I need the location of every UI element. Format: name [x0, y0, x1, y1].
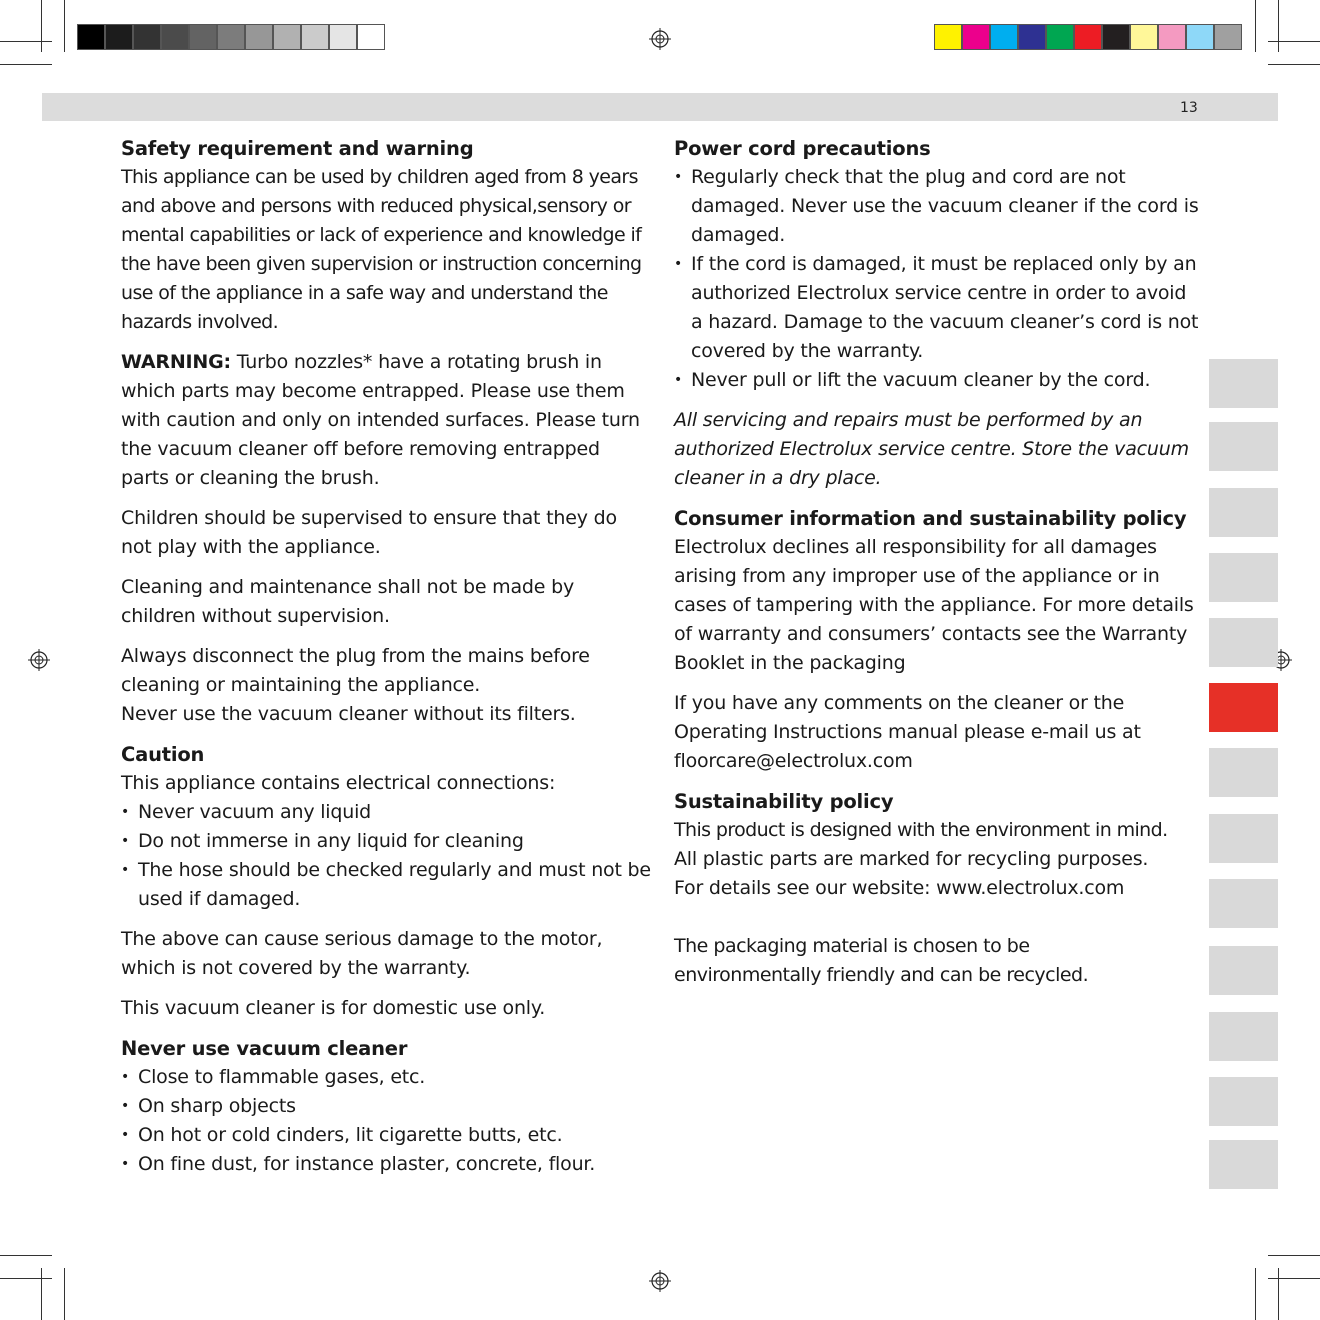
color-swatch [1130, 24, 1158, 50]
side-tab[interactable] [1209, 879, 1278, 928]
color-swatch [133, 24, 161, 50]
caution-heading: Caution [121, 743, 205, 766]
crop-mark [64, 0, 65, 52]
color-swatch [1102, 24, 1130, 50]
crop-mark [1255, 0, 1256, 52]
sustainability-heading: Sustainability policy [674, 790, 894, 813]
email-link[interactable]: floorcare@electrolux.com [674, 750, 913, 772]
crop-mark [64, 1268, 65, 1320]
registration-mark-icon [649, 28, 671, 50]
color-swatch [217, 24, 245, 50]
disconnect-plug: Always disconnect the plug from the mains before cleaning or maintaining the appliance. [121, 645, 590, 696]
color-swatch [77, 24, 105, 50]
warning-text: Turbo nozzles* have a rotating brush in which parts may become entrapped. Please use them with caution and only on intended surfaces. Please turn the vacuum cleaner off before removing entrapped parts or cleaning the brush. [121, 351, 640, 489]
crop-mark [1268, 1278, 1320, 1279]
caution-list [121, 798, 651, 914]
side-tab[interactable] [1209, 814, 1278, 863]
list-item: • Do not immerse in any liquid for cleaning [121, 827, 651, 856]
registration-mark-icon [649, 1270, 671, 1292]
page-number: 13 [1180, 100, 1198, 116]
servicing-note: All servicing and repairs must be performed by an authorized Electrolux service centre. Store the vacuum cleaner in a dry place. [674, 409, 1189, 489]
safety-text: This appliance can be used by children aged from 8 years and above and persons with reduced physical,sensory or mental capabilities or lack of experience and knowledge if the have been given supervision or instruction concerning use of the appliance in a safe way and understand the hazards involved. [121, 166, 642, 333]
list-item: • The hose should be checked regularly and must not be used if damaged. [121, 856, 651, 914]
header-bar [42, 93, 1278, 121]
consumer-heading: Consumer information and sustainability policy [674, 507, 1187, 530]
cleaning-maintenance-text: Cleaning and maintenance shall not be made by children without supervision. [121, 576, 575, 627]
registration-mark-icon [28, 649, 50, 671]
crop-mark [1255, 1268, 1256, 1320]
side-tab[interactable] [1209, 946, 1278, 995]
right-column [674, 134, 1199, 1001]
color-swatch [329, 24, 357, 50]
color-swatch [301, 24, 329, 50]
side-tab[interactable] [1209, 748, 1278, 797]
color-swatch [273, 24, 301, 50]
color-swatch [189, 24, 217, 50]
side-tab[interactable] [1209, 553, 1278, 602]
side-tab[interactable] [1209, 1140, 1278, 1189]
side-tab[interactable] [1209, 422, 1278, 471]
crop-mark [1268, 64, 1320, 65]
color-swatch [962, 24, 990, 50]
consumer-text: Electrolux declines all responsibility for all damages arising from any improper use of the appliance or in cases of tampering with the appliance. For more details of warranty and consumers’ contacts see the Warranty Booklet in the packaging [674, 536, 1194, 674]
sustainability-line: All plastic parts are marked for recycling purposes. [674, 848, 1149, 870]
color-swatch [1074, 24, 1102, 50]
color-swatch [161, 24, 189, 50]
domestic-use-note: This vacuum cleaner is for domestic use only. [121, 997, 546, 1019]
side-tab[interactable] [1209, 488, 1278, 537]
crop-mark [0, 64, 52, 65]
list-item: • Regularly check that the plug and cord are not damaged. Never use the vacuum cleaner if the cord is damaged. [674, 163, 1199, 250]
color-swatch [105, 24, 133, 50]
color-swatch [990, 24, 1018, 50]
list-item: • On hot or cold cinders, lit cigarette butts, etc. [121, 1121, 651, 1150]
color-swatch [245, 24, 273, 50]
side-tab[interactable] [1209, 1077, 1278, 1126]
crop-mark [1278, 1268, 1279, 1320]
crop-mark [1268, 41, 1320, 42]
disconnect-plug-text [121, 642, 651, 729]
warning-label: WARNING: [121, 351, 231, 373]
packaging-text: The packaging material is chosen to be environmentally friendly and can be recycled. [674, 935, 1089, 986]
safety-heading: Safety requirement and warning [121, 137, 474, 160]
side-tab[interactable] [1209, 618, 1278, 667]
color-swatch [1046, 24, 1074, 50]
damage-note: The above can cause serious damage to the motor, which is not covered by the warranty. [121, 928, 603, 979]
side-tab[interactable] [1209, 359, 1278, 408]
never-without-filters: Never use the vacuum cleaner without its filters. [121, 703, 576, 725]
caution-intro: This appliance contains electrical connections: [121, 772, 556, 794]
comments-paragraph [674, 689, 1199, 776]
never-use-list [121, 1063, 651, 1179]
side-tab[interactable] [1209, 1012, 1278, 1061]
sustainability-line: For details see our website: www.electrolux.com [674, 877, 1125, 899]
list-item: • Never vacuum any liquid [121, 798, 651, 827]
color-swatch [1158, 24, 1186, 50]
color-swatch [1214, 24, 1242, 50]
crop-mark [41, 1268, 42, 1320]
power-cord-list [674, 163, 1199, 395]
warning-paragraph [121, 348, 651, 493]
crop-mark [0, 1255, 52, 1256]
list-item: • Never pull or lift the vacuum cleaner by the cord. [674, 366, 1199, 395]
list-item: • Close to flammable gases, etc. [121, 1063, 651, 1092]
crop-mark [1268, 1255, 1320, 1256]
crop-mark [0, 1278, 52, 1279]
comments-text: If you have any comments on the cleaner or the Operating Instructions manual please e-mail us at [674, 692, 1141, 743]
crop-mark [41, 0, 42, 52]
crop-mark [0, 41, 52, 42]
list-item: • If the cord is damaged, it must be replaced only by an authorized Electrolux service centre in order to avoid a hazard. Damage to the vacuum cleaner’s cord is not covered by the warranty. [674, 250, 1199, 366]
color-swatch [934, 24, 962, 50]
color-swatch [1186, 24, 1214, 50]
left-column [121, 134, 651, 1190]
power-cord-heading: Power cord precautions [674, 137, 931, 160]
list-item: • On fine dust, for instance plaster, concrete, flour. [121, 1150, 651, 1179]
list-item: • On sharp objects [121, 1092, 651, 1121]
sustainability-line: This product is designed with the environment in mind. [674, 819, 1168, 841]
children-supervise-text: Children should be supervised to ensure that they do not play with the appliance. [121, 507, 617, 558]
never-use-heading: Never use vacuum cleaner [121, 1037, 408, 1060]
side-tab-active[interactable] [1209, 683, 1278, 732]
color-swatch [1018, 24, 1046, 50]
color-swatch [357, 24, 385, 50]
crop-mark [1278, 0, 1279, 52]
